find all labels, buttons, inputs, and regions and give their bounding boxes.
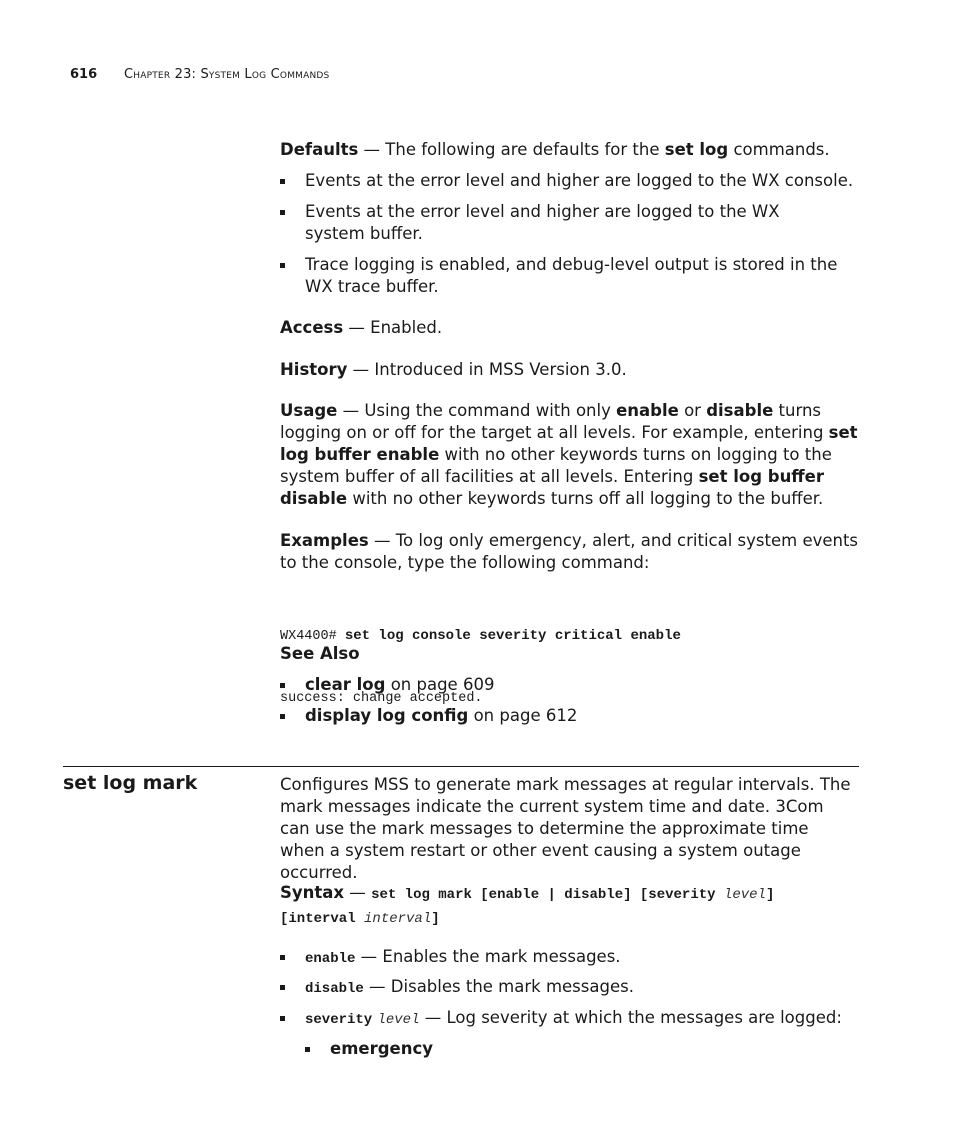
defaults-bullet-1: Events at the error level and higher are logged to the WX console. [305,171,854,190]
see-also-item[interactable] [280,705,855,727]
section-heading: set log mark [63,772,198,794]
usage-keyword-buffer-enable: set log buffer enable [280,423,858,464]
syntax-block [280,882,860,930]
usage-label: Usage [280,401,338,420]
running-header [70,67,329,82]
list-item [280,170,855,192]
syntax-dash: — [344,883,372,902]
param-keyword: disable [305,981,364,997]
usage-keyword-buffer-disable: set log buffer disable [280,467,825,508]
examples-paragraph [280,530,860,574]
usage-paragraph [280,400,858,510]
see-also-heading: See Also [280,644,360,663]
code-command: set log console severity critical enable [344,628,681,644]
bullet-square-icon [280,714,285,719]
history-label: History [280,360,348,379]
param-description: — Enables the mark messages. [355,947,621,966]
syntax-arg-level: level [723,887,766,903]
usage-text-1: — Using the command with only [337,401,617,420]
param-keyword: enable [305,951,356,967]
bullet-square-icon [305,1047,310,1052]
list-item [280,201,855,245]
examples-text: — To log only emergency, alert, and critical system events to the console, type the following command: [280,531,859,572]
set-log-mark-description: Configures MSS to generate mark messages at regular intervals. The mark messages indicate the current system time and date. 3Com can use the mark messages to determine the approximate time when a system restart or other event causing a system outage occurred. [280,775,851,882]
defaults-bullet-3: Trace logging is enabled, and debug-level output is stored in the WX trace buffer. [305,255,838,296]
usage-text-3: turns logging on or off for the target at all levels. For example, entering [280,401,829,442]
severity-emergency: emergency [330,1039,433,1058]
syntax-close-1: ] [765,887,775,903]
usage-keyword-enable: enable [616,401,679,420]
syntax-label: Syntax [280,883,345,902]
bullet-square-icon [280,955,285,960]
bullet-square-icon [280,210,285,215]
usage-text-4: with no other keywords turns on logging to the system buffer of all facilities at all levels. Entering [280,445,832,486]
access-text: — Enabled. [343,318,443,337]
examples-label: Examples [280,531,369,550]
param-description: — Disables the mark messages. [363,977,634,996]
syntax-arg-interval: interval [364,911,432,927]
param-item [280,946,855,970]
bullet-square-icon [280,985,285,990]
defaults-intro-pre: — The following are defaults for the [358,140,665,159]
bullet-square-icon [280,263,285,268]
see-also-page-ref: on page 609 [385,675,495,694]
see-also-page-ref: on page 612 [468,706,578,725]
param-item [280,976,855,1000]
defaults-intro-cmd: set log [664,140,729,159]
history-paragraph [280,359,860,381]
syntax-close-2: ] [431,911,440,927]
see-also-link-display-log-config[interactable]: display log config [305,706,469,725]
code-output: success: change accepted. [280,691,483,706]
page-number: 616 [70,67,98,82]
usage-text-5: with no other keywords turns off all logging to the buffer. [347,489,824,508]
see-also-item[interactable] [280,674,855,696]
defaults-intro-post: commands. [728,140,830,159]
section-divider [63,766,859,767]
param-item [280,1007,855,1031]
chapter-title: Chapter 23: System Log Commands [124,67,330,82]
defaults-bullet-2: Events at the error level and higher are logged to the WX system buffer. [305,202,780,243]
history-text: — Introduced in MSS Version 3.0. [347,360,627,379]
code-prompt: WX4400# [280,629,345,644]
syntax-cmd-1: set log mark [enable | disable] [severity [371,887,724,903]
access-paragraph [280,317,860,339]
access-label: Access [280,318,344,337]
defaults-label: Defaults [280,140,359,159]
bullet-square-icon [280,683,285,688]
syntax-cmd-2: [interval [280,911,365,927]
param-arg: level [377,1012,420,1028]
usage-text-2: or [678,401,707,420]
see-also-link-clear-log[interactable]: clear log [305,675,386,694]
sub-list-item [305,1038,880,1060]
param-keyword: severity [305,1012,373,1028]
param-description: — Log severity at which the messages are logged: [419,1008,842,1027]
defaults-paragraph [280,139,860,161]
usage-keyword-disable: disable [706,401,774,420]
bullet-square-icon [280,1016,285,1021]
bullet-square-icon [280,179,285,184]
list-item [280,254,855,298]
